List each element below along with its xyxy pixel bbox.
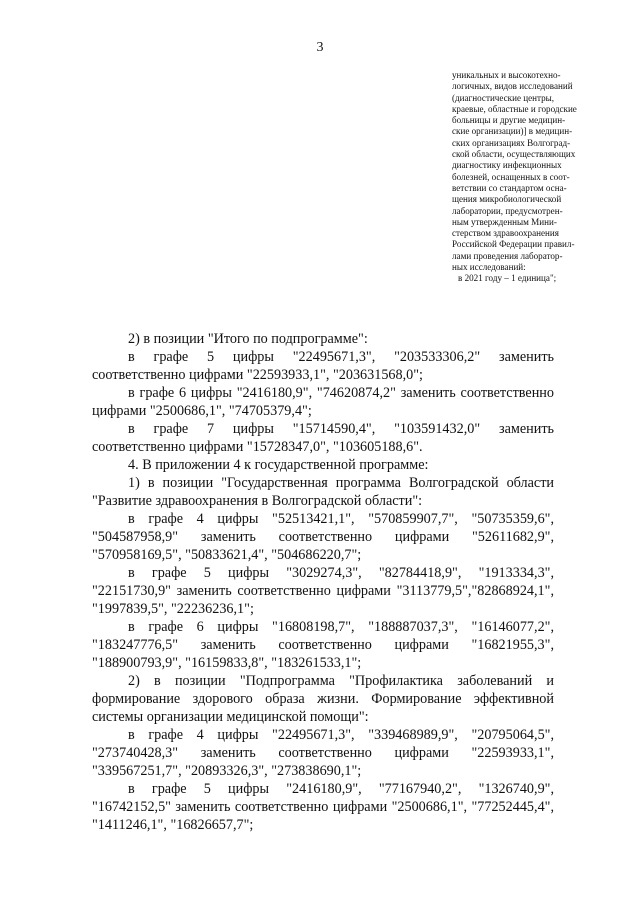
side-line: ские организации)] в медицин-	[452, 126, 573, 137]
side-line: стерством здравоохранения	[452, 228, 559, 239]
side-text-block	[452, 70, 578, 285]
side-line: ных исследований:	[452, 262, 526, 273]
paragraph: 4. В приложении 4 к государственной программе:	[128, 457, 429, 473]
side-line: уникальных и высокотехно-	[452, 70, 561, 80]
side-line: ветствии со стандартом осна-	[452, 182, 567, 193]
side-line: лами проведения лаборатор-	[452, 250, 563, 261]
paragraph: в графе 5 цифры "22495671,3", "203533306,2" заменить соответственно цифрами "22593933,1", "203631568,0";	[92, 349, 554, 383]
side-line: болезней, оснащенных в соот-	[452, 171, 570, 182]
paragraph: в графе 4 цифры "22495671,3", "339468989,9", "20795064,5", "273740428,3" заменить соответственно цифрами "22593933,1", "339567251,7", "20893326,3", "273838690,1";	[92, 727, 554, 779]
paragraph: в графе 6 цифры "2416180,9", "74620874,2" заменить соответственно цифрами "2500686,1", "74705379,4";	[92, 385, 554, 419]
side-line: Российской Федерации правил-	[452, 239, 575, 250]
document-body	[92, 330, 554, 834]
paragraph: 1) в позиции "Государственная программа Волгоградской области "Развитие здравоохранения в Волгоградской области":	[92, 475, 554, 509]
paragraph: 2) в позиции "Итого по подпрограмме":	[128, 331, 368, 347]
side-line: ской области, осуществляющих	[452, 149, 576, 160]
paragraph: в графе 5 цифры "3029274,3", "82784418,9", "1913334,3", "22151730,9" заменить соответственно цифрами "3113779,5","82868924,1", "1997839,5", "22236236,1";	[92, 565, 554, 617]
paragraph: в графе 7 цифры "15714590,4", "103591432,0" заменить соответственно цифрами "15728347,0", "103605188,6".	[92, 421, 554, 455]
side-line: краевые, областные и городские	[452, 103, 577, 114]
side-line: больницы и другие медицин-	[452, 115, 566, 126]
side-line: ских организациях Волгоград-	[452, 137, 571, 148]
side-line: лаборатории, предусмотрен-	[452, 205, 563, 216]
page-number: 3	[316, 40, 324, 55]
paragraph: в графе 5 цифры "2416180,9", "77167940,2", "1326740,9", "16742152,5" заменить соответственно цифрами "2500686,1", "77252445,4", "1411246,1", "16826657,7";	[92, 781, 554, 833]
side-line: логичных, видов исследований	[452, 81, 573, 92]
side-line: ным утвержденным Мини-	[452, 216, 557, 227]
side-line: диагностику инфекционных	[452, 160, 562, 171]
paragraph: в графе 4 цифры "52513421,1", "570859907,7", "50735359,6", "504587958,9" заменить соответственно цифрами "52611682,9", "570958169,5", "50833621,4", "504686220,7";	[92, 511, 554, 563]
side-last-line: в 2021 году – 1 единица";	[458, 273, 557, 284]
side-line: щения микробиологической	[452, 194, 562, 205]
paragraph: 2) в позиции "Подпрограмма "Профилактика заболеваний и формирование здорового образа жизни. Формирование эффективной системы организации медицинской помощи":	[92, 673, 554, 725]
side-line: (диагностические центры,	[452, 92, 555, 103]
paragraph: в графе 6 цифры "16808198,7", "188887037,3", "16146077,2", "183247776,5" заменить соответственно цифрами "16821955,3", "188900793,9", "16159833,8", "183261533,1";	[92, 619, 554, 671]
